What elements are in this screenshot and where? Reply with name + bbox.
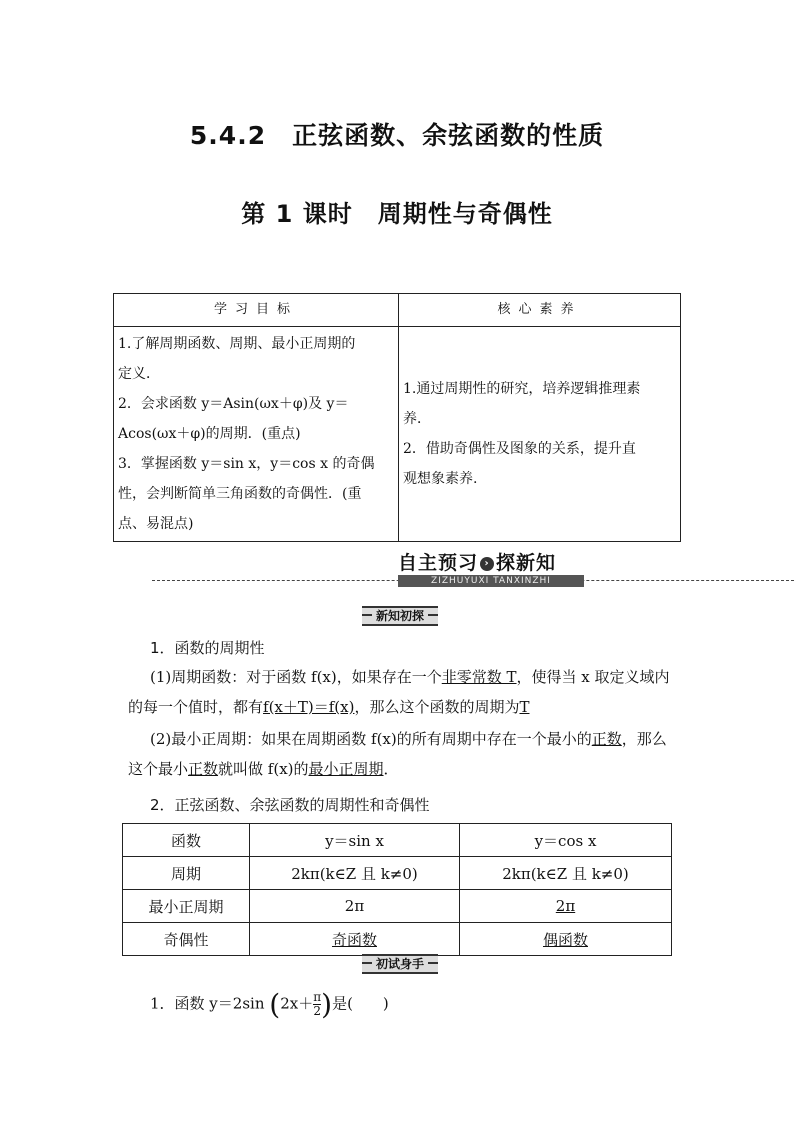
tag-new-knowledge: 新知初探 [362, 606, 438, 626]
core-literacy-cell [399, 327, 681, 542]
fraction-numerator: π [313, 990, 322, 1004]
right-paren: ) [321, 988, 333, 1021]
table-cell: y＝cos x [460, 824, 672, 857]
learning-goal-line: 定义． [118, 366, 160, 382]
question-1 [150, 988, 389, 1021]
learning-goal-line: 点、易混点) [118, 516, 194, 532]
table-row [123, 890, 672, 923]
item1-paragraph1 [128, 662, 676, 722]
item2-heading: 2．正弦函数、余弦函数的周期性和奇偶性 [150, 796, 430, 814]
banner-right-text: 探新知 [496, 552, 557, 574]
table-cell: 2π [460, 890, 672, 923]
table-cell: 奇偶性 [123, 923, 250, 956]
text-run: 就叫做 f(x)的 [218, 760, 309, 778]
fraction [313, 991, 321, 1018]
table-cell: 2π [250, 890, 460, 923]
learning-goal-line: 1.了解周期函数、周期、最小正周期的 [118, 336, 356, 352]
banner-left-text: 自主预习 [398, 552, 479, 574]
section-banner [390, 548, 564, 574]
properties-table [122, 823, 672, 956]
item1-heading: 1．函数的周期性 [150, 639, 265, 657]
text-run: 么这个最小 [128, 730, 667, 778]
question-inner: 2x＋ [280, 994, 314, 1013]
text-run: ，那么这个函数的周期为 [354, 698, 520, 716]
learning-goal-line: 2．会求函数 y＝Asin(ωx＋φ)及 y＝ [118, 396, 349, 412]
table-cell: 周期 [123, 857, 250, 890]
chevron-right-icon: › [480, 557, 494, 571]
table-cell: 2kπ(k∈Z 且 k≠0) [460, 857, 672, 890]
table-cell: 函数 [123, 824, 250, 857]
learning-goal-line: 3．掌握函数 y＝sin x，y＝cos x 的奇偶 [118, 456, 375, 472]
tag-try-yourself: 初试身手 [362, 954, 438, 974]
table-cell: y＝sin x [250, 824, 460, 857]
table-row [123, 824, 672, 857]
literacy-line: 养． [403, 411, 431, 427]
table-cell: 偶函数 [460, 923, 672, 956]
goals-header-literacy: 核心素养 [399, 294, 681, 327]
literacy-line: 观想象素养. [403, 471, 478, 487]
table-cell: 最小正周期 [123, 890, 250, 923]
banner-pinyin: ZIZHUYUXI TANXINZHI [398, 575, 584, 587]
item1-paragraph2 [128, 724, 676, 784]
blank-answer: f(x＋T)＝f(x) [263, 698, 355, 716]
left-paren: ( [269, 988, 281, 1021]
literacy-line: 2．借助奇偶性及图象的关系，提升直 [403, 441, 636, 457]
literacy-line: 1.通过周期性的研究，培养逻辑推理素 [403, 381, 641, 397]
text-run: (2)最小正周期：如果在周期函数 f(x)的所有周期中存在一个最小的 [150, 730, 592, 748]
question-prefix: 1．函数 y＝2sin [150, 994, 265, 1013]
blank-answer: 正数 [188, 760, 219, 778]
question-suffix: 是( ) [332, 994, 389, 1013]
blank-answer: 非零常数 T [441, 668, 517, 686]
section-title: 5.4.2 正弦函数、余弦函数的性质 [189, 121, 605, 150]
table-row [123, 857, 672, 890]
learning-goals-cell [114, 327, 399, 542]
learning-goal-line: 性，会判断简单三角函数的奇偶性．(重 [118, 486, 362, 502]
table-cell: 2kπ(k∈Z 且 k≠0) [250, 857, 460, 890]
blank-answer: 最小正周期 [308, 760, 384, 778]
goals-table [113, 293, 681, 542]
table-row [123, 923, 672, 956]
text-run: ，使得当 x 取定义域 [516, 668, 655, 686]
blank-answer: T [519, 698, 530, 716]
fraction-denominator: 2 [313, 1004, 321, 1018]
table-cell: 奇函数 [250, 923, 460, 956]
blank-answer: 正数 [591, 730, 622, 748]
text-run: ，那 [621, 730, 652, 748]
text-run: (1)周期函数：对于函数 f(x)，如果存在一个 [150, 668, 442, 686]
lesson-title: 第 1 课时 周期性与奇偶性 [241, 200, 553, 228]
learning-goal-line: Acos(ωx＋φ)的周期．(重点) [118, 426, 301, 442]
text-run: 内的每一个值时，都有 [128, 668, 670, 716]
goals-header-learning: 学习目标 [114, 294, 399, 327]
text-run: ． [383, 760, 399, 778]
